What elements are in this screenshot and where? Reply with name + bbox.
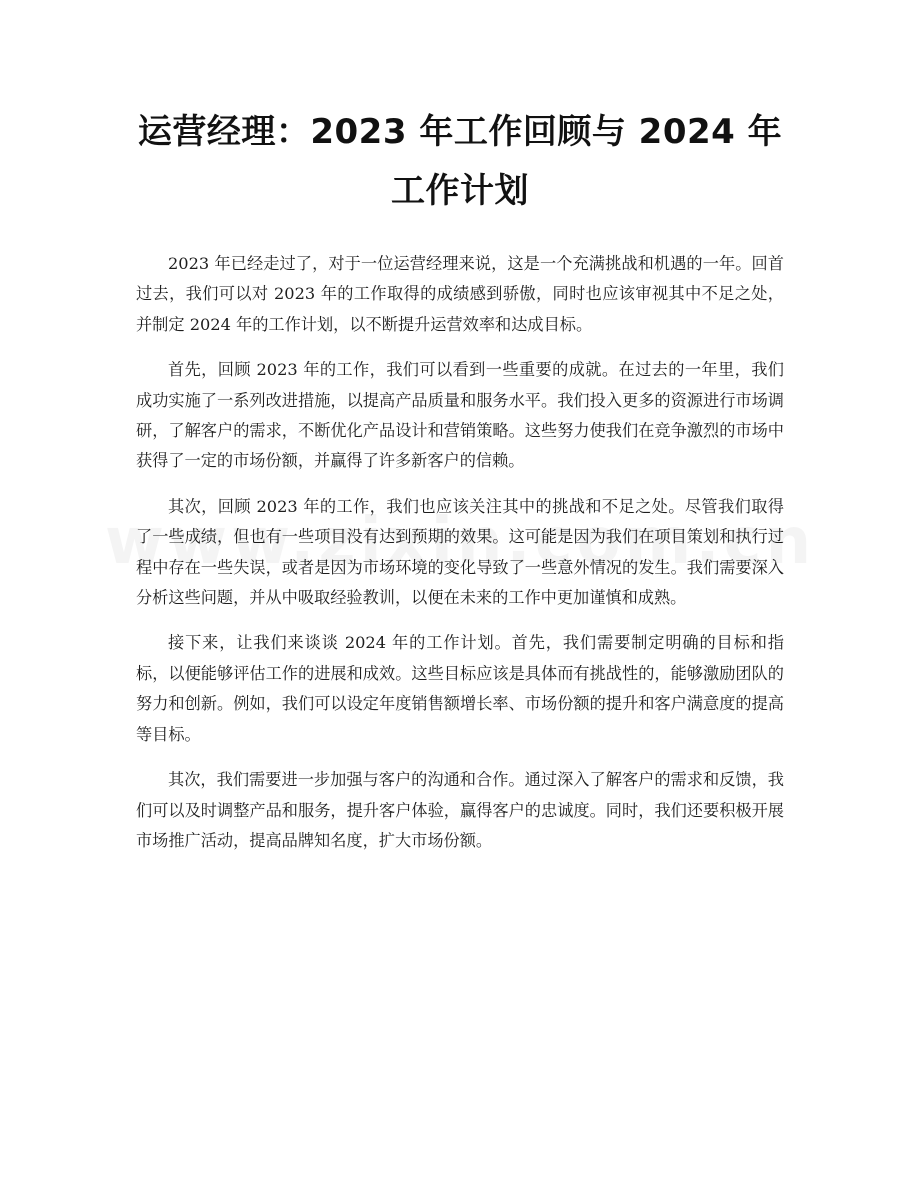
paragraph-challenges: 其次，回顾 2023 年的工作，我们也应该关注其中的挑战和不足之处。尽管我们取得了一些成绩，但也有一些项目没有达到预期的效果。这可能是因为我们在项目策划和执行过程中存在一些失误，或者是因为市场环境的变化导致了一些意外情况的发生。我们需要深入分析这些问题，并从中吸取经验教训，以便在未来的工作中更加谨慎和成熟。	[136, 496, 784, 608]
paragraph-achievements: 首先，回顾 2023 年的工作，我们可以看到一些重要的成就。在过去的一年里，我们成功实施了一系列改进措施，以提高产品质量和服务水平。我们投入更多的资源进行市场调研，了解客户的需求，不断优化产品设计和营销策略。这些努力使我们在竞争激烈的市场中获得了一定的市场份额，并赢得了许多新客户的信赖。	[136, 360, 784, 471]
document-title: 运营经理：2023 年工作回顾与 2024 年工作计划	[137, 112, 783, 211]
document-body	[136, 249, 784, 856]
paragraph-intro: 2023 年已经走过了，对于一位运营经理来说，这是一个充满挑战和机遇的一年。回首过去，我们可以对 2023 年的工作取得的成绩感到骄傲，同时也应该审视其中不足之处，并制定 2024 年的工作计划，以不断提升运营效率和达成目标。	[136, 254, 784, 334]
paragraph-customer-communication: 其次，我们需要进一步加强与客户的沟通和合作。通过深入了解客户的需求和反馈，我们可以及时调整产品和服务，提升客户体验，赢得客户的忠诚度。同时，我们还要积极开展市场推广活动，提高品牌知名度，扩大市场份额。	[136, 770, 784, 850]
paragraph-2024-plan: 接下来，让我们来谈谈 2024 年的工作计划。首先，我们需要制定明确的目标和指标，以便能够评估工作的进展和成效。这些目标应该是具体而有挑战性的，能够激励团队的努力和创新。例如，我们可以设定年度销售额增长率、市场份额的提升和客户满意度的提高等目标。	[136, 633, 784, 744]
